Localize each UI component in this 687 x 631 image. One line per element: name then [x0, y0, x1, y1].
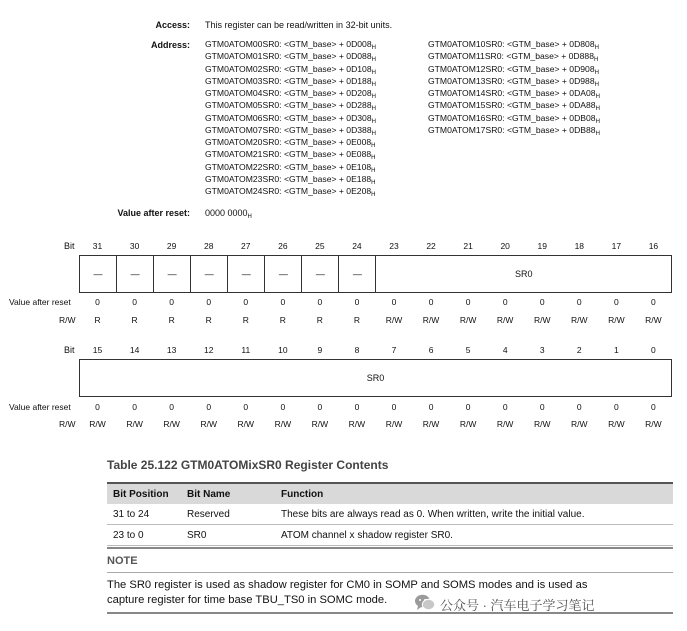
reset-bit: 0 [354, 402, 360, 412]
address-entry: GTM0ATOM02SR0: <GTM_base> + $0D108_H$ [205, 63, 376, 76]
address-entry: GTM0ATOM24SR0: <GTM_base> + $0E208_H$ [205, 186, 376, 198]
sr0-field-lower: SR0 [366, 373, 385, 383]
table-row [107, 504, 673, 525]
reset-bit: 0 [206, 297, 212, 307]
access-type: R/W [422, 315, 440, 325]
reserved-bit-cell: — [154, 256, 191, 292]
access-type: R/W [533, 315, 551, 325]
reserved-bit-cell: — [265, 256, 302, 292]
reset-bit: 0 [428, 402, 434, 412]
bit-number: 4 [502, 345, 508, 355]
address-entry: GTM0ATOM20SR0: <GTM_base> + $0E008_H$ [205, 137, 376, 149]
header-function: Function [275, 483, 673, 504]
bit-number: 18 [574, 241, 585, 251]
bit-number: 1 [613, 345, 619, 355]
reset-bit: 0 [354, 297, 360, 307]
address-entry: GTM0ATOM13SR0: <GTM_base> + $0D988_H$ [428, 75, 599, 88]
bit-number: 7 [391, 345, 397, 355]
reset-bit: 0 [169, 402, 174, 412]
access-type: R/W [608, 419, 625, 429]
reserved-bit-cell: — [191, 256, 228, 292]
bit-number: 8 [354, 345, 360, 355]
address-entry: GTM0ATOM11SR0: <GTM_base> + $0D888_H$ [428, 51, 599, 64]
access-type: R/W [645, 419, 662, 429]
access-type: R [353, 315, 360, 325]
watermark-text: 公众号 · 汽车电子学习笔记 [440, 598, 595, 613]
reset-bit: 0 [651, 297, 656, 307]
bit-number: 24 [352, 241, 362, 251]
table-header-row [107, 483, 673, 504]
upper-bit-label: Bit [64, 241, 75, 251]
bit-number: 0 [651, 345, 656, 355]
address-entry: GTM0ATOM00SR0: <GTM_base> + $0D008_H$ [205, 39, 376, 51]
bit-number: 21 [463, 241, 473, 251]
address-label: Address: [150, 40, 190, 50]
cell-bit-position: 31 to 24 [107, 504, 181, 525]
bit-number: 20 [500, 241, 510, 251]
access-type: R [131, 315, 138, 325]
reset-bit: 0 [428, 297, 434, 307]
access-type: R/W [200, 419, 217, 429]
reset-bit: 0 [613, 402, 619, 412]
bit-number: 11 [241, 345, 251, 355]
header-bit-position: Bit Position [107, 483, 181, 504]
address-entry: GTM0ATOM23SR0: <GTM_base> + $0E188_H$ [205, 173, 376, 186]
access-type: R/W [385, 315, 403, 325]
access-type: R [168, 315, 175, 325]
reset-bit: 0 [280, 297, 286, 307]
bit-number: 15 [92, 345, 103, 355]
note-title-rule [107, 572, 673, 573]
note-line-1: The SR0 register is used as shadow register for CM0 in SOMP and SOMS modes and is used as [107, 579, 588, 591]
reset-bit: 0 [243, 297, 249, 307]
access-type: R/W [571, 419, 588, 429]
note-line-2: capture register for time base TBU_TS0 in SOMC mode. [107, 594, 388, 606]
bit-number: 5 [465, 345, 471, 355]
cell-bit-name: SR0 [181, 525, 275, 546]
cell-bit-position: 23 to 0 [107, 525, 181, 546]
reset-bit: 0 [95, 402, 100, 412]
access-type: R/W [459, 419, 477, 429]
lower-reset-label: Value after reset [9, 402, 71, 412]
address-entry: GTM0ATOM15SR0: <GTM_base> + $0DA88_H$ [428, 100, 600, 113]
bit-number: 3 [539, 345, 545, 355]
access-type: R/W [496, 419, 514, 429]
cell-function: ATOM channel x shadow register SR0. [275, 525, 673, 546]
bit-number: 17 [611, 241, 622, 251]
reserved-bit-cell: — [302, 256, 339, 292]
address-entry: GTM0ATOM12SR0: <GTM_base> + $0D908_H$ [428, 63, 599, 76]
reset-bit: 0 [576, 297, 582, 307]
reset-bit: 0 [502, 297, 508, 307]
lower-register-fields [79, 359, 672, 397]
address-entry: GTM0ATOM05SR0: <GTM_base> + $0D288_H$ [205, 100, 376, 113]
access-type: R/W [163, 419, 180, 429]
reset-bit: 0 [317, 297, 323, 307]
reserved-bit-cell: — [80, 256, 117, 292]
address-entry: GTM0ATOM17SR0: <GTM_base> + $0DB88_H$ [428, 124, 600, 137]
reset-bit: 0 [132, 402, 137, 412]
reset-bit: 0 [465, 402, 471, 412]
access-type: R/W [496, 315, 514, 325]
access-type: R/W [348, 419, 366, 429]
bit-number: 27 [241, 241, 251, 251]
reset-bit: 0 [169, 297, 174, 307]
reserved-bit-cell: — [228, 256, 265, 292]
access-type: R/W [237, 419, 255, 429]
bit-number: 6 [428, 345, 434, 355]
reset-bit: 0 [132, 297, 137, 307]
bit-number: 28 [203, 241, 214, 251]
address-entry: GTM0ATOM14SR0: <GTM_base> + $0DA08_H$ [428, 88, 600, 100]
address-entry: GTM0ATOM21SR0: <GTM_base> + $0E088_H$ [205, 149, 376, 162]
header-bit-name: Bit Name [181, 483, 275, 504]
lower-rw-label: R/W [59, 419, 76, 429]
bit-number: 25 [315, 241, 325, 251]
table-row [107, 525, 673, 546]
reset-bit: 0 [465, 297, 471, 307]
cell-bit-name: Reserved [181, 504, 275, 525]
address-list-left [205, 38, 376, 197]
reset-bit: 0 [206, 402, 212, 412]
table-caption: Table 25.122 GTM0ATOMixSR0 Register Contents [107, 458, 389, 472]
address-entry: GTM0ATOM16SR0: <GTM_base> + $0DB08_H$ [428, 112, 600, 125]
reset-bit: 0 [576, 402, 582, 412]
reset-bit: 0 [317, 402, 323, 412]
address-entry: GTM0ATOM07SR0: <GTM_base> + $0D388_H$ [205, 124, 376, 137]
upper-register-fields [79, 255, 672, 293]
address-entry: GTM0ATOM06SR0: <GTM_base> + $0D308_H$ [205, 112, 376, 125]
reset-bit: 0 [539, 402, 545, 412]
access-type: R [316, 315, 323, 325]
bit-number: 22 [426, 241, 436, 251]
bit-number: 13 [166, 345, 177, 355]
lower-bit-label: Bit [64, 345, 75, 355]
address-entry: GTM0ATOM04SR0: <GTM_base> + $0D208_H$ [205, 88, 376, 100]
reset-bit: 0 [391, 402, 397, 412]
access-type: R/W [459, 315, 477, 325]
access-type: R [242, 315, 249, 325]
access-label: Access: [155, 20, 190, 30]
reset-bit: 0 [280, 402, 286, 412]
access-type: R/W [126, 419, 143, 429]
bit-number: 31 [92, 241, 103, 251]
bit-number: 14 [129, 345, 140, 355]
wechat-icon [414, 593, 436, 613]
bit-number: 23 [389, 241, 399, 251]
reset-value: 0000 $0000_H$ [205, 208, 252, 220]
access-type: R [94, 315, 101, 325]
upper-rw-label: R/W [59, 315, 76, 325]
access-value: This register can be read/written in 32-bit units. [205, 20, 393, 30]
access-type: R [279, 315, 286, 325]
bit-number: 30 [129, 241, 140, 251]
bit-number: 2 [576, 345, 582, 355]
access-type: R/W [645, 315, 662, 325]
address-entry: GTM0ATOM10SR0: <GTM_base> + $0D808_H$ [428, 39, 599, 51]
address-list-right [428, 38, 600, 136]
sr0-field-upper: SR0 [514, 269, 533, 279]
access-type: R/W [274, 419, 292, 429]
bit-number: 19 [537, 241, 547, 251]
reset-bit: 0 [539, 297, 545, 307]
access-type: R/W [571, 315, 588, 325]
address-entry: GTM0ATOM01SR0: <GTM_base> + $0D088_H$ [205, 51, 376, 64]
reset-bit: 0 [502, 402, 508, 412]
access-type: R/W [533, 419, 551, 429]
bit-number: 29 [166, 241, 177, 251]
reset-value-label: Value after reset: [117, 208, 190, 218]
reset-bit: 0 [613, 297, 619, 307]
bit-number: 12 [203, 345, 214, 355]
reset-bit: 0 [95, 297, 100, 307]
reserved-bit-cell: — [339, 256, 376, 292]
note-title: NOTE [107, 555, 138, 567]
note-top-rule [107, 547, 673, 549]
bit-number: 9 [317, 345, 323, 355]
access-type: R/W [608, 315, 625, 325]
reserved-bit-cell: — [117, 256, 154, 292]
register-contents-table [107, 482, 673, 546]
cell-function: These bits are always read as 0. When written, write the initial value. [275, 504, 673, 525]
access-type: R/W [422, 419, 440, 429]
reset-bit: 0 [243, 402, 249, 412]
reset-bit: 0 [651, 402, 656, 412]
access-type: R/W [385, 419, 403, 429]
bit-number: 26 [278, 241, 288, 251]
address-entry: GTM0ATOM03SR0: <GTM_base> + $0D188_H$ [205, 75, 376, 88]
bit-number: 16 [648, 241, 659, 251]
address-entry: GTM0ATOM22SR0: <GTM_base> + $0E108_H$ [205, 161, 376, 174]
access-type: R/W [89, 419, 106, 429]
bit-number: 10 [278, 345, 288, 355]
upper-reset-label: Value after reset [9, 297, 71, 307]
access-type: R/W [311, 419, 329, 429]
access-type: R [205, 315, 212, 325]
reset-bit: 0 [391, 297, 397, 307]
